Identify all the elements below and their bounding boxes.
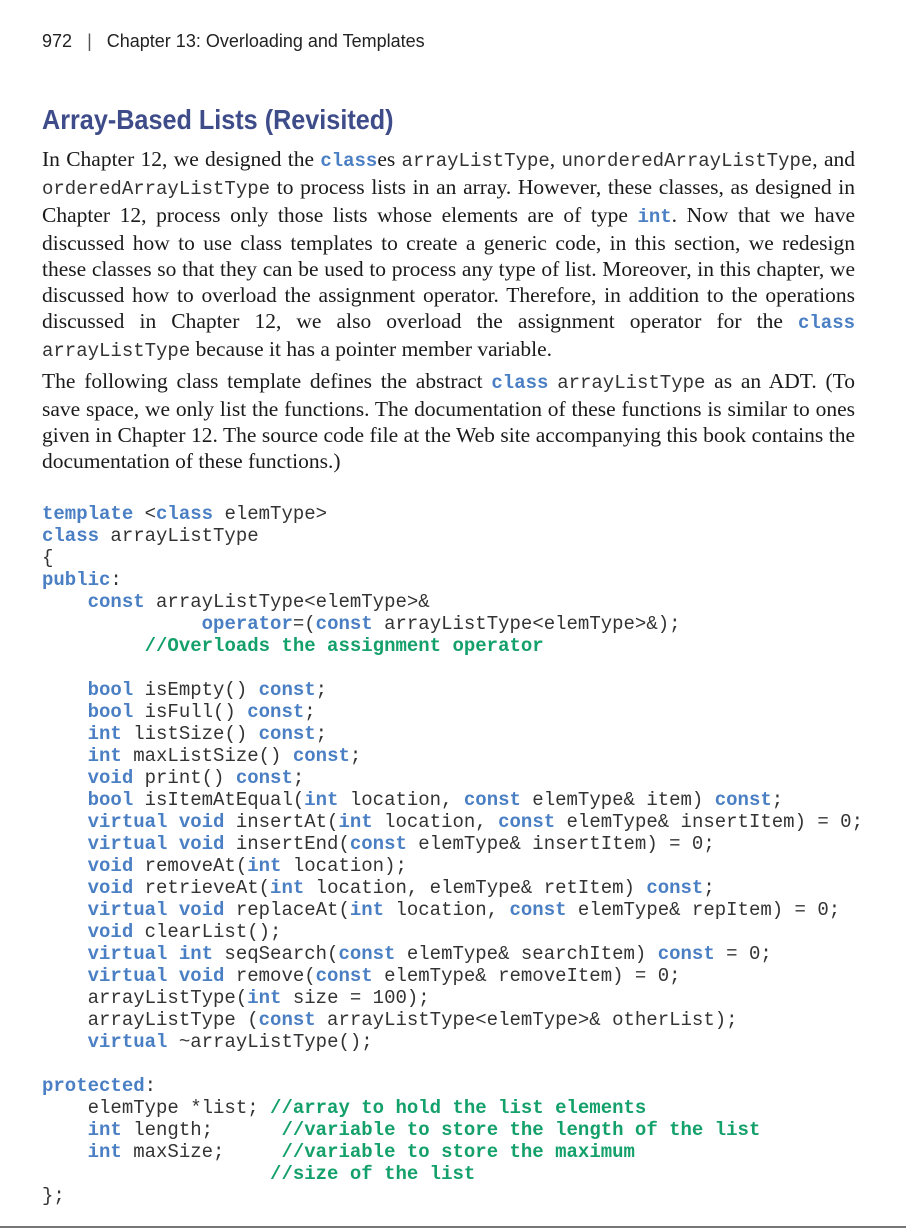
page-bottom-rule [0,1226,906,1228]
code-text: listSize() [121,723,259,745]
keyword: template [42,503,134,525]
keyword: public [42,569,111,591]
code-text: elemType& searchItem) [395,943,658,965]
keyword: int [247,855,282,877]
keyword: const [258,1009,316,1031]
keyword: int [247,987,282,1009]
keyword: const [292,745,350,767]
keyword: class [491,372,549,394]
keyword: int [87,1119,122,1141]
code-text: ~arrayListType(); [167,1031,373,1053]
keyword: void [87,855,134,877]
text: because it has a pointer member variable. [190,337,552,361]
keyword: const [258,679,316,701]
keyword: class [42,525,100,547]
code-text: location, [372,811,499,833]
keyword: void [87,921,134,943]
code-text: = 0; [714,943,772,965]
code-text: ; [292,767,305,789]
text [548,369,557,393]
code-identifier: arrayListType [401,150,550,172]
code-text: isFull() [133,701,248,723]
keyword: class [320,150,378,172]
keyword: virtual void [87,833,225,855]
keyword: const [315,965,373,987]
code-text: size = 100); [281,987,430,1009]
code-text: isItemAtEqual( [133,789,305,811]
keyword: int [637,206,672,228]
code-text: arrayListType ( [87,1009,259,1031]
text: . Now that we have discussed how to use class templates to create a generic code, in this section, we redesign these classes so that they can be used to process any type of list. Moreover, in this chapter, we discussed how to overload the assignment operator. Therefore, in addition to the operations discussed in Chapter 12, we also overload the assignment operator for the [42,203,855,333]
code-text: arrayListType( [87,987,248,1009]
keyword: const [646,877,704,899]
code-text: elemType> [213,503,328,525]
keyword: void [87,877,134,899]
code-text: location, [338,789,464,811]
text: , [549,147,562,171]
code-text: elemType *list; [87,1097,271,1119]
code-comment: //array to hold the list elements [270,1097,647,1119]
code-text: elemType& repItem) = 0; [566,899,841,921]
keyword: int [304,789,339,811]
keyword: const [258,723,316,745]
keyword: const [338,943,396,965]
code-text: location); [281,855,407,877]
code-text: maxSize; [121,1141,282,1163]
paragraph-intro [42,146,855,364]
keyword: class [797,312,855,334]
keyword: class [156,503,214,525]
code-text: insertEnd( [224,833,350,855]
keyword: void [87,767,134,789]
keyword: const [87,591,145,613]
keyword: bool [87,701,134,723]
keyword: int [338,811,373,833]
text: as an ADT. (To save space, we only list the functions. The documentation of these functions is similar to ones given in Chapter 12. The source code file at the Web site accompanying this book contains the documentation of these functions.) [42,369,855,473]
keyword: const [247,701,305,723]
code-identifier: arrayListType [557,372,706,394]
code-text: retrieveAt( [133,877,271,899]
code-text: location, elemType& retItem) [304,877,647,899]
code-text: print() [133,767,236,789]
keyword: const [235,767,293,789]
code-text: location, [384,899,510,921]
code-comment: //variable to store the maximum [281,1141,635,1163]
text: to process lists in an array. However, these classes, as designed in Chapter 12, process only those lists whose elements are of type [42,175,855,227]
code-text: < [133,503,157,525]
keyword: int [87,1141,122,1163]
text: , and [812,147,856,171]
keyword: const [463,789,521,811]
code-identifier: orderedArrayListType [42,178,271,200]
code-text: elemType& insertItem) = 0; [406,833,715,855]
chapter-title: Chapter 13: Overloading and Templates [106,31,425,51]
code-comment: //size of the list [270,1163,476,1185]
keyword: protected [42,1075,145,1097]
keyword: const [714,789,772,811]
text: In Chapter 12, we designed the [42,147,321,171]
keyword: virtual int [87,943,214,965]
code-text: { [42,547,54,569]
code-text: arrayListType<elemType>& [144,591,430,613]
code-text: replaceAt( [224,899,350,921]
code-text: =( [292,613,316,635]
keyword: const [509,899,567,921]
keyword: int [270,877,305,899]
code-comment: //Overloads the assignment operator [144,635,544,657]
keyword: const [657,943,715,965]
code-text: ; [771,789,784,811]
running-head [42,31,425,52]
code-identifier: unorderedArrayListType [561,150,813,172]
code-text: length; [121,1119,282,1141]
code-text: isEmpty() [133,679,259,701]
code-text: elemType& item) [520,789,715,811]
code-listing [42,503,863,1207]
keyword: virtual void [87,899,225,921]
keyword: int [349,899,385,921]
section-title: Array-Based Lists (Revisited) [42,104,394,135]
code-text: : [110,569,122,591]
text: es [377,147,402,171]
keyword: bool [87,789,134,811]
keyword: const [315,613,373,635]
keyword: int [87,745,122,767]
keyword: const [498,811,556,833]
keyword: operator [201,613,293,635]
code-text: remove( [224,965,316,987]
code-text: ; [349,745,362,767]
code-text: elemType& insertItem) = 0; [555,811,863,833]
code-text: removeAt( [133,855,248,877]
keyword: virtual [87,1031,168,1053]
code-text: ; [304,701,316,723]
keyword: virtual void [87,965,225,987]
paragraph-template-intro [42,368,855,474]
code-comment: //variable to store the length of the list [281,1119,761,1141]
keyword: const [349,833,407,855]
code-text: ; [315,679,328,701]
code-text: arrayListType [99,525,259,547]
code-text: ; [703,877,715,899]
code-text: }; [42,1185,65,1207]
code-text: arrayListType<elemType>& otherList); [315,1009,738,1031]
code-text: : [144,1075,157,1097]
code-identifier: arrayListType [42,340,191,362]
keyword: int [87,723,122,745]
header-separator: | [87,31,92,51]
code-text: clearList(); [133,921,282,943]
code-text: arrayListType<elemType>&); [372,613,681,635]
page-number: 972 [42,31,73,51]
code-text: maxListSize() [121,745,293,767]
keyword: bool [87,679,134,701]
code-text: seqSearch( [213,943,339,965]
text: The following class template defines the abstract [42,369,492,393]
code-text: ; [315,723,328,745]
code-text: insertAt( [224,811,339,833]
keyword: virtual void [87,811,225,833]
code-text: elemType& removeItem) = 0; [372,965,681,987]
